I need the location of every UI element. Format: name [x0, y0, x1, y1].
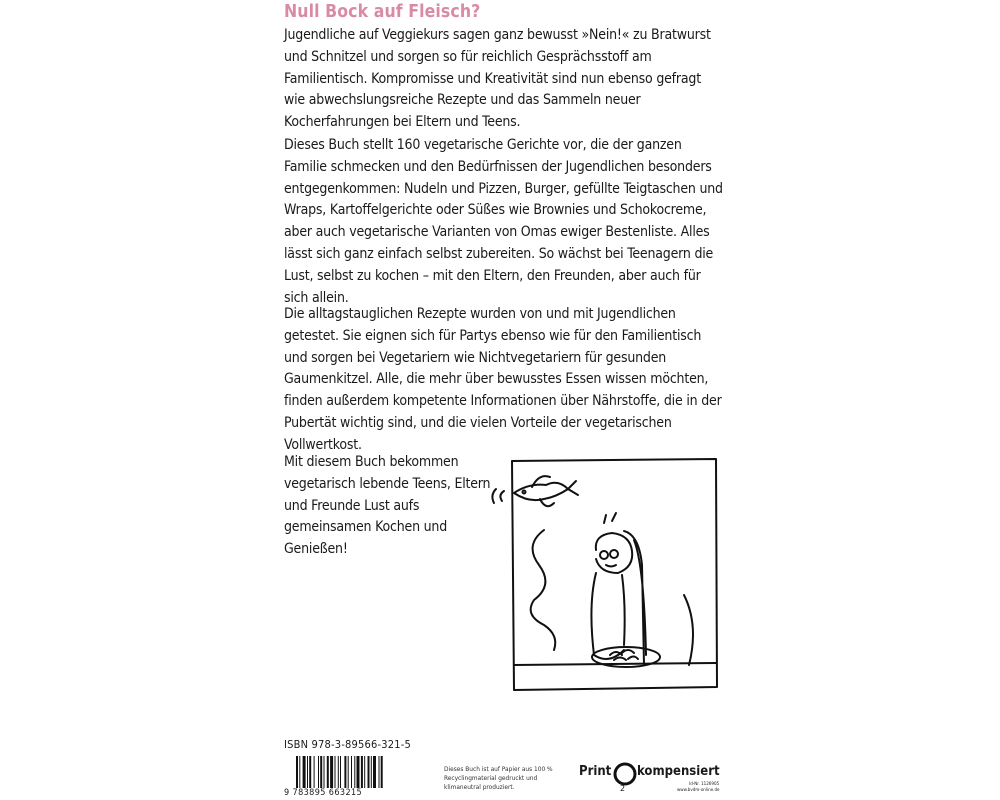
logo-print-text: Print [579, 764, 612, 779]
barcode-bar [318, 756, 319, 788]
barcode-graphic [296, 756, 416, 790]
girl-drawing [591, 513, 646, 665]
cartoon-illustration [484, 455, 724, 715]
table-line [514, 663, 716, 665]
barcode-bar [309, 756, 311, 788]
barcode-bar [324, 756, 325, 788]
barcode-bar [327, 756, 329, 788]
barcode-bar [379, 756, 380, 788]
barcode-bar [303, 756, 306, 788]
barcode-bar [296, 756, 298, 788]
illustration-frame [512, 459, 717, 690]
logo-url-text: www.bvdm-online.de [677, 788, 720, 793]
barcode-bar [320, 756, 322, 788]
barcode-bar [361, 756, 363, 788]
svg-text:2: 2 [620, 784, 626, 792]
barcode-bar [357, 756, 360, 788]
paragraph-intro: Jugendliche auf Veggiekurs sagen ganz bewusst »Nein!« zu Bratwurst und Schnitzel und sorgen so für reichlich Gesprächsstoff am Familientisch. Kompromisse und Kreativität sind nun ebenso gefragt wie abwechslungsreiche Rezepte und das Sammeln neuer Kocherfahrungen bei Eltern und Teens. [284, 27, 711, 131]
barcode-bar [307, 756, 308, 788]
co2-ring-icon [612, 760, 638, 792]
barcode-bar [351, 756, 352, 788]
eco-note: Dieses Buch ist auf Papier aus 100 % Recyclingmaterial gedruckt und klimaneutral produziert. [444, 765, 553, 791]
smell-swirl [531, 530, 556, 650]
barcode-bar [299, 756, 300, 788]
back-cover [284, 0, 724, 800]
barcode-digits: 9 783895 663215 [284, 788, 363, 798]
logo-kompensiert-text: kompensiert [637, 764, 720, 779]
barcode-bar [338, 756, 339, 788]
barcode-bar [314, 756, 315, 788]
barcode-bar [344, 756, 346, 788]
print-co2-logo [579, 758, 729, 798]
paragraph-tested: Die alltagstauglichen Rezepte wurden von und mit Jugendlichen getestet. Sie eignen sich für Partys ebenso wie für den Familientisch und sorgen bei Vegetariern wie Nichtvegetariern für gesunden Gaumenkitzel. Alle, die mehr über bewusstes Essen wissen möchten, finden außerdem kompetente Informationen über Nährstoffe, die in der Pubertät wichtig sind, und die vielen Vorteile der vegetarischen Vollwertkost. [284, 306, 722, 453]
chair-arc [684, 595, 693, 665]
barcode-bar [364, 756, 365, 788]
isbn-text: ISBN 978-3-89566-321-5 [284, 738, 412, 751]
barcode-bar [335, 756, 336, 788]
barcode-bar [368, 756, 370, 788]
barcode-bar [371, 756, 372, 788]
paragraph-closing: Mit diesem Buch bekommen vegetarisch lebende Teens, Eltern und Freunde Lust aufs gemeinsamen Kochen und Genießen! [284, 454, 491, 558]
paragraph-content: Dieses Buch stellt 160 vegetarische Gerichte vor, die der ganzen Familie schmecken und den Bedürfnissen der Jugendlichen besonders entgegenkommen: Nudeln und Pizzen, Burger, gefüllte Teigtaschen und Wraps, Kartoffelgerichte oder Süßes wie Brownies und Schokocreme, aber auch vegetarische Varianten von Omas ewiger Bestenliste. Alles lässt sich ganz einfach selbst zubereiten. So wächst bei Teenagern die Lust, selbst zu kochen – mit den Eltern, den Freunden, aber auch für sich allein. [284, 137, 723, 306]
barcode-bar [340, 756, 341, 788]
barcode-bar [330, 756, 333, 788]
page-title: Null Bock auf Fleisch? [284, 2, 481, 22]
barcode-bar [348, 756, 349, 788]
logo-id-text: Id-Nr. 1126905 [689, 782, 720, 787]
barcode-bar [354, 756, 355, 788]
flying-fish-drawing [492, 476, 578, 506]
barcode-bar [381, 756, 383, 788]
barcode-bar [373, 756, 376, 788]
